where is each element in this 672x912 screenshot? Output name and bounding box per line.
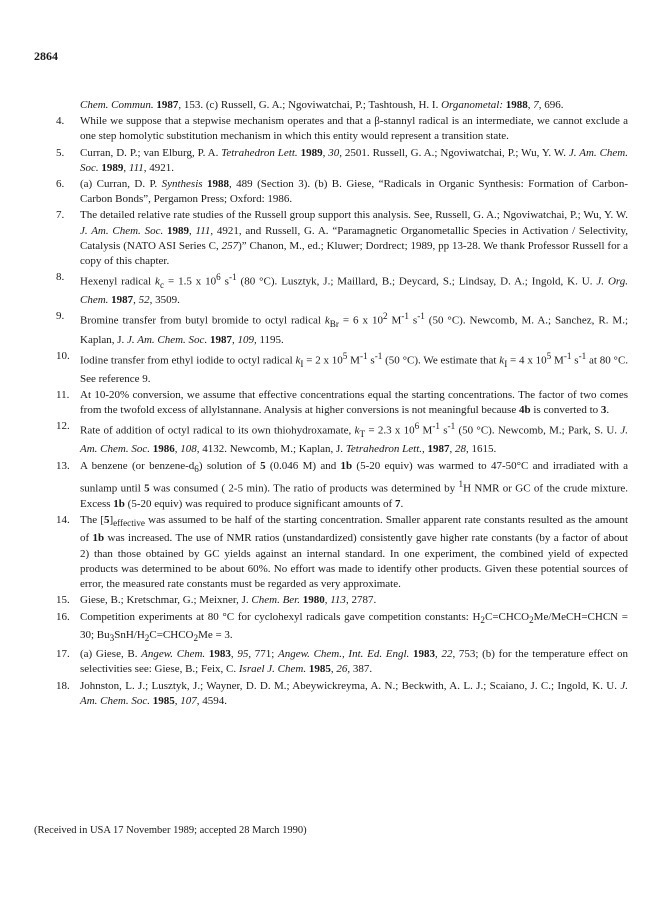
reference-note: [56, 610, 628, 647]
reference-note: [56, 98, 628, 113]
note-number: 13.: [56, 459, 70, 472]
note-text: Hexenyl radical $k_c = 1.5$ x $10^6$ $s^{-1}$ (80 °C). Lusztyk, J.; Maillard, B.; Deycard, S.; Lindsay, D. A.; Ingold, K. U. J. Org. Chem. 1987, 52, 3509.: [80, 272, 629, 307]
note-text: Giese, B.; Kretschmar, G.; Meixner, J. Chem. Ber. 1980, 113, 2787.: [80, 594, 377, 607]
note-text: Rate of addition of octyl radical to its own thiohydroxamate, $k_T = 2.3$ x $10^6$ $M^{-1}$ $s^{-1}$ (50 °C). Newcomb, M.; Park, S. U. J. Am. Chem. Soc. 1986, 108, 4132. Newcomb, M.; Kaplan, J. Tetrahedron Lett., 1987, 28, 1615.: [80, 421, 628, 456]
note-number: 5.: [56, 146, 65, 159]
note-text: Johnston, L. J.; Lusztyk, J.; Wayner, D. D. M.; Abeywickreyma, A. N.; Beckwith, A. L. J.; Scaiano, J. C.; Ingold, K. U. J. Am. Chem. Soc. 1985, 107, 4594.: [80, 679, 628, 707]
note-number: 9.: [56, 310, 65, 323]
note-text: Curran, D. P.; van Elburg, P. A. Tetrahedron Lett. 1989, 30, 2501. Russell, G. A.; Ngoviwatchai, P.; Wu, Y. W. J. Am. Chem. Soc. 1989, 111, 4921.: [80, 146, 628, 174]
note-text: Bromine transfer from butyl bromide to octyl radical $k_{Br} = 6$ x $10^2$ $M^{-1}$ $s^{-1}$ (50 °C). Newcomb, M. A.; Sanchez, R. M.; Kaplan, J. J. Am. Chem. Soc. 1987, 109, 1195.: [80, 311, 629, 346]
note-number: [56, 98, 80, 113]
reference-note: [56, 114, 628, 144]
note-number: 18.: [56, 679, 70, 692]
reference-note: [56, 349, 628, 387]
note-text: At 10-20% conversion, we assume that effective concentrations equal the starting concentrations. The factor of two comes from the twofold excess of allylstannane. Analysis at higher conversions is not meaningful because 4b is converted to 3.: [80, 388, 628, 417]
page-number: 2864: [34, 49, 58, 63]
reference-note: [56, 208, 628, 269]
note-number: 10.: [56, 349, 70, 362]
note-text: Iodine transfer from ethyl iodide to octyl radical $k_I = 2$ x $10^5$ $M^{-1}$ $s^{-1}$ (50 °C). We estimate that $k_I = 4$ x $10^5$ $M^{-1}$ $s^{-1}$ at 80 °C. See reference 9.: [80, 350, 629, 385]
note-number: 16.: [56, 610, 70, 623]
reference-note: [56, 388, 628, 418]
reference-note: [56, 513, 628, 592]
note-number: 6.: [56, 178, 65, 191]
reference-note: [56, 146, 628, 176]
note-number: 8.: [56, 271, 65, 284]
note-number: 14.: [56, 514, 70, 527]
note-text: While we suppose that a stepwise mechanism operates and that a β-stannyl radical is an intermediate, we cannot exclude a one step homolytic substitution mechanism in which this entity would represent a transition state.: [80, 115, 628, 143]
note-number: 4.: [56, 115, 65, 128]
note-text: The detailed relative rate studies of the Russell group support this analysis. See, Russell, G. A.; Ngoviwatchai, P.; Wu, Y. W. J. Am. Chem. Soc. 1989, 111, 4921, and Russell, G. A. “Paramagnetic Organometallic Species in Activation / Selectivity, Catalysis (NATO ASI Series C, 257)” Chanon, M., ed.; Kluwer; Dordrect; 1989, pp 13-28. We thank Professor Russell for a copy of this chapter.: [80, 209, 629, 268]
note-number: 11.: [56, 388, 70, 401]
note-text: (a) Giese, B. Angew. Chem. 1983, 95, 771; Angew. Chem., Int. Ed. Engl. 1983, 22, 753; (b) for the temperature effect on selectivities see: Giese, B.; Feix, C. Israel J. Chem. 1985, 26, 387.: [80, 648, 629, 676]
reference-note: [56, 419, 628, 457]
reference-note: [56, 459, 628, 512]
note-number: 15.: [56, 594, 70, 607]
note-number: 12.: [56, 420, 70, 433]
received-accepted-dates: (Received in USA 17 November 1989; accepted 28 March 1990): [34, 825, 307, 836]
note-number: 17.: [56, 648, 70, 661]
reference-note: [56, 270, 628, 308]
reference-note: [56, 679, 628, 709]
note-text: A benzene (or benzene-$d_6$) solution of 5 (0.046 M) and 1b (5-20 equiv) was warmed to 47-50°C and irradiated with a sunlamp until 5 was consumed ( 2-5 min). The ratio of products was determined by $^1$H NMR or GC of the crude mixture. Excess 1b (5-20 equiv) was required to produce significant amounts of 7.: [80, 459, 628, 510]
note-text: Chem. Commun. 1987, 153. (c) Russell, G. A.; Ngoviwatchai, P.; Tashtoush, H. I. Organometal: 1988, 7, 696.: [80, 99, 564, 111]
note-text: (a) Curran, D. P. Synthesis 1988, 489 (Section 3). (b) B. Giese, “Radicals in Organic Synthesis: Formation of Carbon-Carbon Bonds”, Pergamon Press; Oxford: 1986.: [80, 178, 628, 206]
reference-note: [56, 647, 628, 677]
reference-notes-list: [56, 98, 628, 710]
reference-note: [56, 309, 628, 347]
note-text: The $[5]_{effective}$ was assumed to be half of the starting concentration. Smaller apparent rate constants resulted as the amount of 1b was increased. The use of NMR ratios (unstandardized) consistently gave higher rate constants (by a factor of about 2) than those obtained by GC yields against an internal standard. In one experiment, the combined yield of expected products was determined to be about 60%. No effort was made to identify other products. Given these potential sources of error, the measured rate constants must be regarded as very approximate.: [80, 514, 629, 591]
reference-note: [56, 593, 628, 608]
note-number: 7.: [56, 209, 65, 222]
reference-note: [56, 177, 628, 207]
note-text: Competition experiments at 80 °C for cyclohexyl radicals gave competition constants: $H_2C=CHCO_2Me/MeCH=CHCN = 30$; $Bu_3SnH/H_2C=CHCO_2Me = 3$.: [80, 610, 628, 644]
